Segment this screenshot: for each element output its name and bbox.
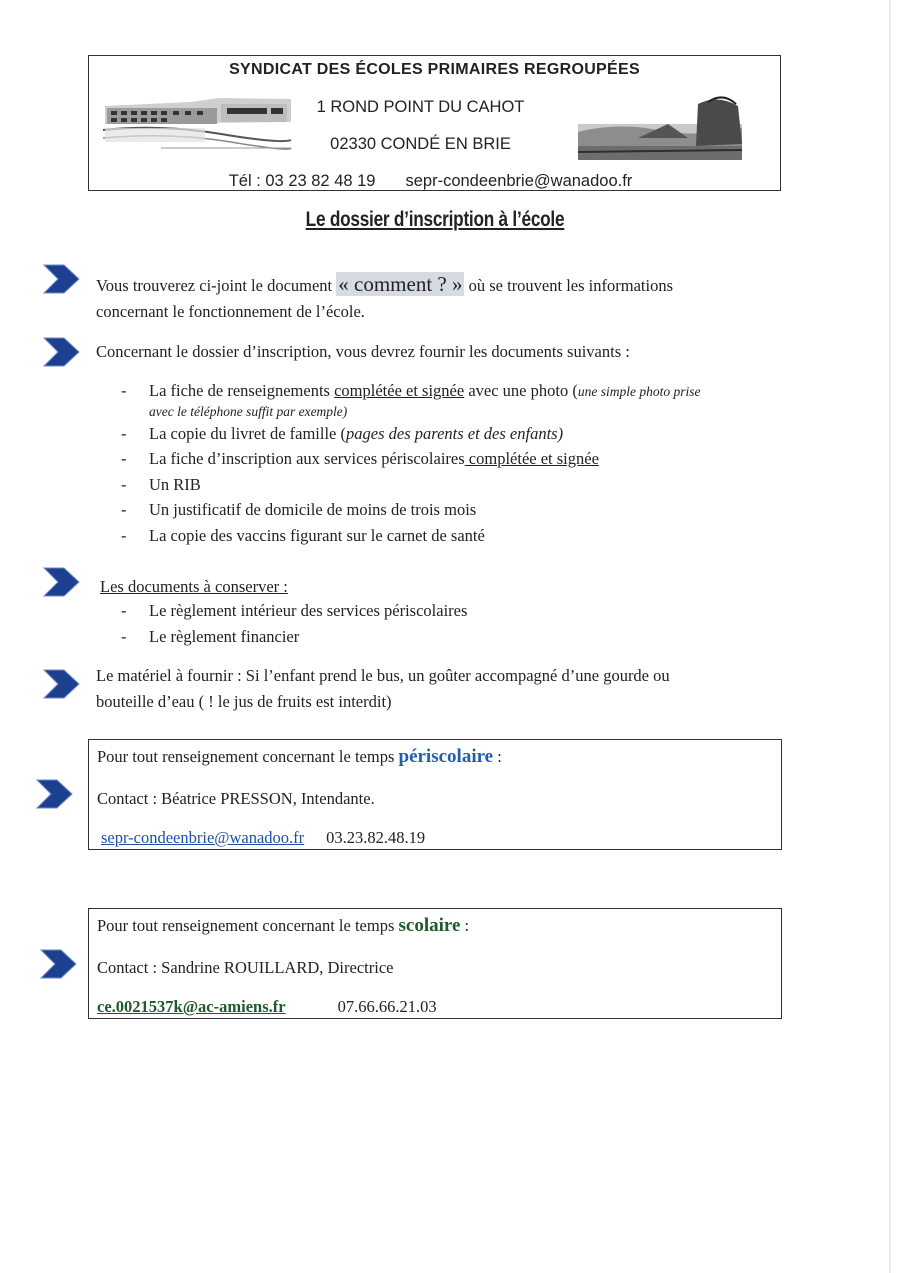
chevron-arrow-icon [41, 669, 81, 699]
village-photo-illustration [578, 94, 742, 164]
periscolaire-lead: Pour tout renseignement concernant le temps périscolaire : [97, 746, 502, 767]
periscolaire-email-link[interactable]: sepr-condeenbrie@wanadoo.fr [101, 828, 305, 847]
list-item: - La copie des vaccins figurant sur le carnet de santé [120, 523, 700, 549]
header-contact [85, 172, 776, 191]
documents-intro: Concernant le dossier d’inscription, vous devrez fournir les documents suivants : [96, 342, 630, 361]
list-item: - Un RIB [120, 472, 700, 498]
scolaire-lead: Pour tout renseignement concernant le temps scolaire : [97, 915, 470, 936]
comment-document-highlight: « comment ? » [338, 272, 463, 296]
address-line-1: 1 ROND POINT DU CAHOT [316, 98, 525, 116]
keep-documents-heading: Les documents à conserver : [100, 577, 288, 596]
periscolaire-keyword: périscolaire [398, 746, 494, 767]
scolaire-contact-details [97, 997, 437, 1017]
list-item: - Le règlement financier [120, 624, 467, 650]
header-phone: Tél : 03 23 82 48 19 [228, 172, 376, 190]
periscolaire-phone: 03.23.82.48.19 [326, 828, 426, 847]
periscolaire-contact-box [88, 739, 782, 850]
list-item: - La fiche de renseignements complétée et signée avec une photo (une simple photo prise avec le téléphone suffit par exemple) [120, 378, 700, 421]
organization-name: SYNDICAT DES ÉCOLES PRIMAIRES REGROUPÉES [229, 61, 640, 78]
comment-document-paragraph: Vous trouverez ci-joint le document « comment ? » où se trouvent les informations concernant le fonctionnement de l’école. [96, 272, 673, 321]
list-item: - Un justificatif de domicile de moins de trois mois [120, 497, 700, 523]
page-edge [889, 0, 891, 1273]
scolaire-keyword: scolaire [398, 915, 461, 936]
list-item: - La fiche d’inscription aux services périscolaires complétée et signée [120, 446, 700, 472]
chevron-arrow-icon [38, 949, 78, 979]
scolaire-contact-box [88, 908, 782, 1019]
scolaire-phone: 07.66.66.21.03 [337, 997, 437, 1016]
header-email[interactable]: sepr-condeenbrie@wanadoo.fr [405, 172, 633, 190]
list-item: - Le règlement intérieur des services périscolaires [120, 598, 467, 624]
chevron-arrow-icon [41, 567, 81, 597]
scolaire-email-link[interactable]: ce.0021537k@ac-amiens.fr [97, 997, 286, 1016]
periscolaire-contact-details [101, 828, 425, 848]
chevron-arrow-icon [41, 264, 81, 294]
scolaire-contact: Contact : Sandrine ROUILLARD, Directrice [97, 958, 394, 977]
chevron-arrow-icon [41, 337, 81, 367]
list-item: - La copie du livret de famille (pages des parents et des enfants) [120, 421, 700, 447]
keep-documents-list [120, 598, 467, 649]
address-line-2: 02330 CONDÉ EN BRIE [330, 135, 511, 153]
chevron-arrow-icon [34, 779, 74, 809]
periscolaire-contact: Contact : Béatrice PRESSON, Intendante. [97, 789, 375, 808]
required-documents-list [120, 378, 700, 548]
letterhead [88, 55, 781, 191]
material-paragraph: Le matériel à fournir : Si l’enfant prend le bus, un goûter accompagné d’une gourde ou bouteille d’eau ( ! le jus de fruits est interdit) [96, 666, 670, 711]
page-title: Le dossier d’inscription à l’école [305, 208, 565, 231]
